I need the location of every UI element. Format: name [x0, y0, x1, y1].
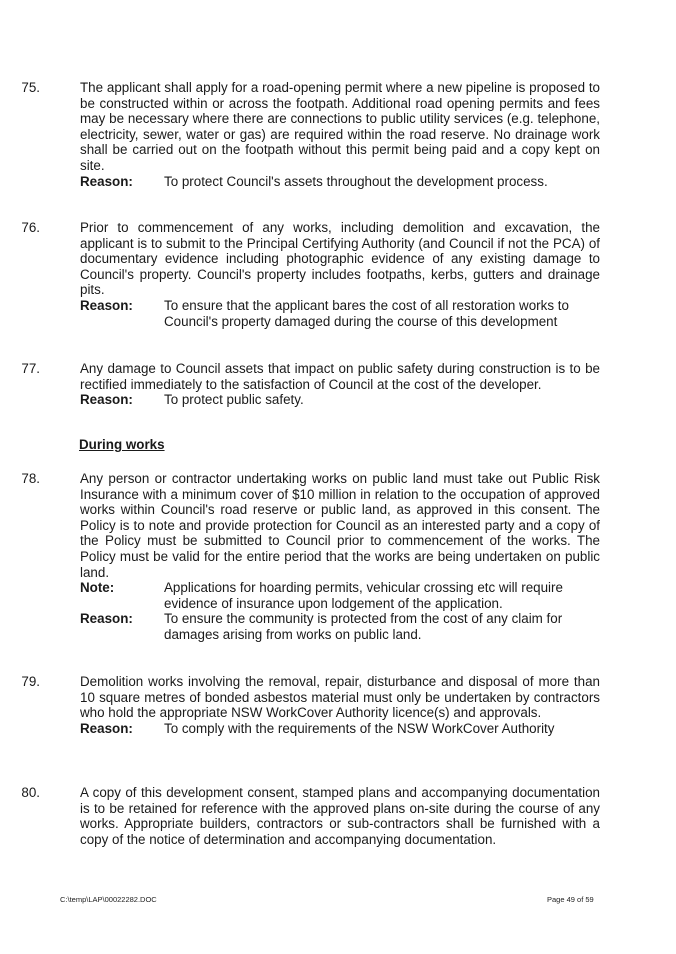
note-row [80, 580, 600, 611]
condition-text: Prior to commencement of any works, including demolition and excavation, the applicant is to submit to the Principal Certifying Authority (and Council if not the PCA) of documentary evidence including photographic evidence of any existing damage to Council's property. Council's property includes footpaths, kerbs, gutters and drainage pits. [80, 220, 600, 298]
condition-75 [21, 80, 600, 189]
reason-label: Reason: [80, 611, 133, 627]
condition-number: 78. [21, 471, 40, 486]
condition-text: The applicant shall apply for a road-opening permit where a new pipeline is proposed to be constructed within or across the footpath. Additional road opening permits and fees may be necessary where there are connections to public utility services (e.g. telephone, electricity, sewer, water or gas) are required within the road reserve. No drainage work shall be carried out on the footpath without this permit being paid and a copy kept on site. [80, 80, 600, 173]
reason-row [80, 721, 600, 737]
reason-text: To protect public safety. [164, 392, 304, 408]
reason-row [80, 298, 600, 329]
condition-number: 75. [21, 80, 40, 95]
reason-label: Reason: [80, 392, 133, 408]
reason-text: To comply with the requirements of the NSW WorkCover Authority [164, 720, 555, 736]
condition-79 [21, 674, 600, 736]
condition-text: Any damage to Council assets that impact on public safety during construction is to be rectified immediately to the satisfaction of Council at the cost of the developer. [80, 361, 600, 392]
reason-row [80, 174, 600, 190]
reason-row [80, 392, 600, 408]
condition-text: Demolition works involving the removal, repair, disturbance and disposal of more than 10 square metres of bonded asbestos material must only be undertaken by contractors who hold the appropriate NSW WorkCover Authority licence(s) and approvals. [80, 674, 600, 721]
condition-number: 79. [21, 674, 40, 689]
note-text: Applications for hoarding permits, vehicular crossing etc will require evidence of insurance upon lodgement of the application. [164, 580, 563, 611]
condition-text: A copy of this development consent, stamped plans and accompanying documentation is to be retained for reference with the approved plans on-site during the course of any works. Appropriate builders, contractors or sub-contractors shall be furnished with a copy of the notice of determination and accompanying documentation. [80, 785, 600, 847]
section-heading: During works [79, 437, 165, 452]
condition-80 [21, 785, 600, 847]
reason-text: To ensure that the applicant bares the cost of all restoration works to Council's property damaged during the course of this development [164, 297, 569, 329]
reason-text: To ensure the community is protected from the cost of any claim for damages arising from works on public land. [164, 611, 563, 642]
condition-76 [21, 220, 600, 329]
condition-number: 80. [21, 785, 40, 800]
condition-77 [21, 361, 600, 408]
reason-label: Reason: [80, 297, 133, 313]
reason-text: To protect Council's assets throughout the development process. [164, 173, 548, 189]
reason-label: Reason: [80, 173, 133, 189]
condition-text: Any person or contractor undertaking works on public land must take out Public Risk Insurance with a minimum cover of $10 million in relation to the occupation of approved works within Council's road reserve or public land, as approved in this consent. The Policy is to note and provide protection for Council as an interested party and a copy of the Policy must be submitted to Council prior to commencement of the works. The Policy must be valid for the entire period that the works are being undertaken on public land. [80, 471, 600, 580]
footer-page-number: Page 49 of 59 [547, 895, 594, 904]
condition-78 [21, 471, 600, 643]
reason-label: Reason: [80, 720, 133, 736]
condition-number: 76. [21, 220, 40, 235]
note-label: Note: [80, 580, 115, 596]
condition-number: 77. [21, 361, 40, 376]
footer-file-path: C:\temp\LAP\00022282.DOC [60, 895, 157, 904]
reason-row [80, 611, 600, 642]
